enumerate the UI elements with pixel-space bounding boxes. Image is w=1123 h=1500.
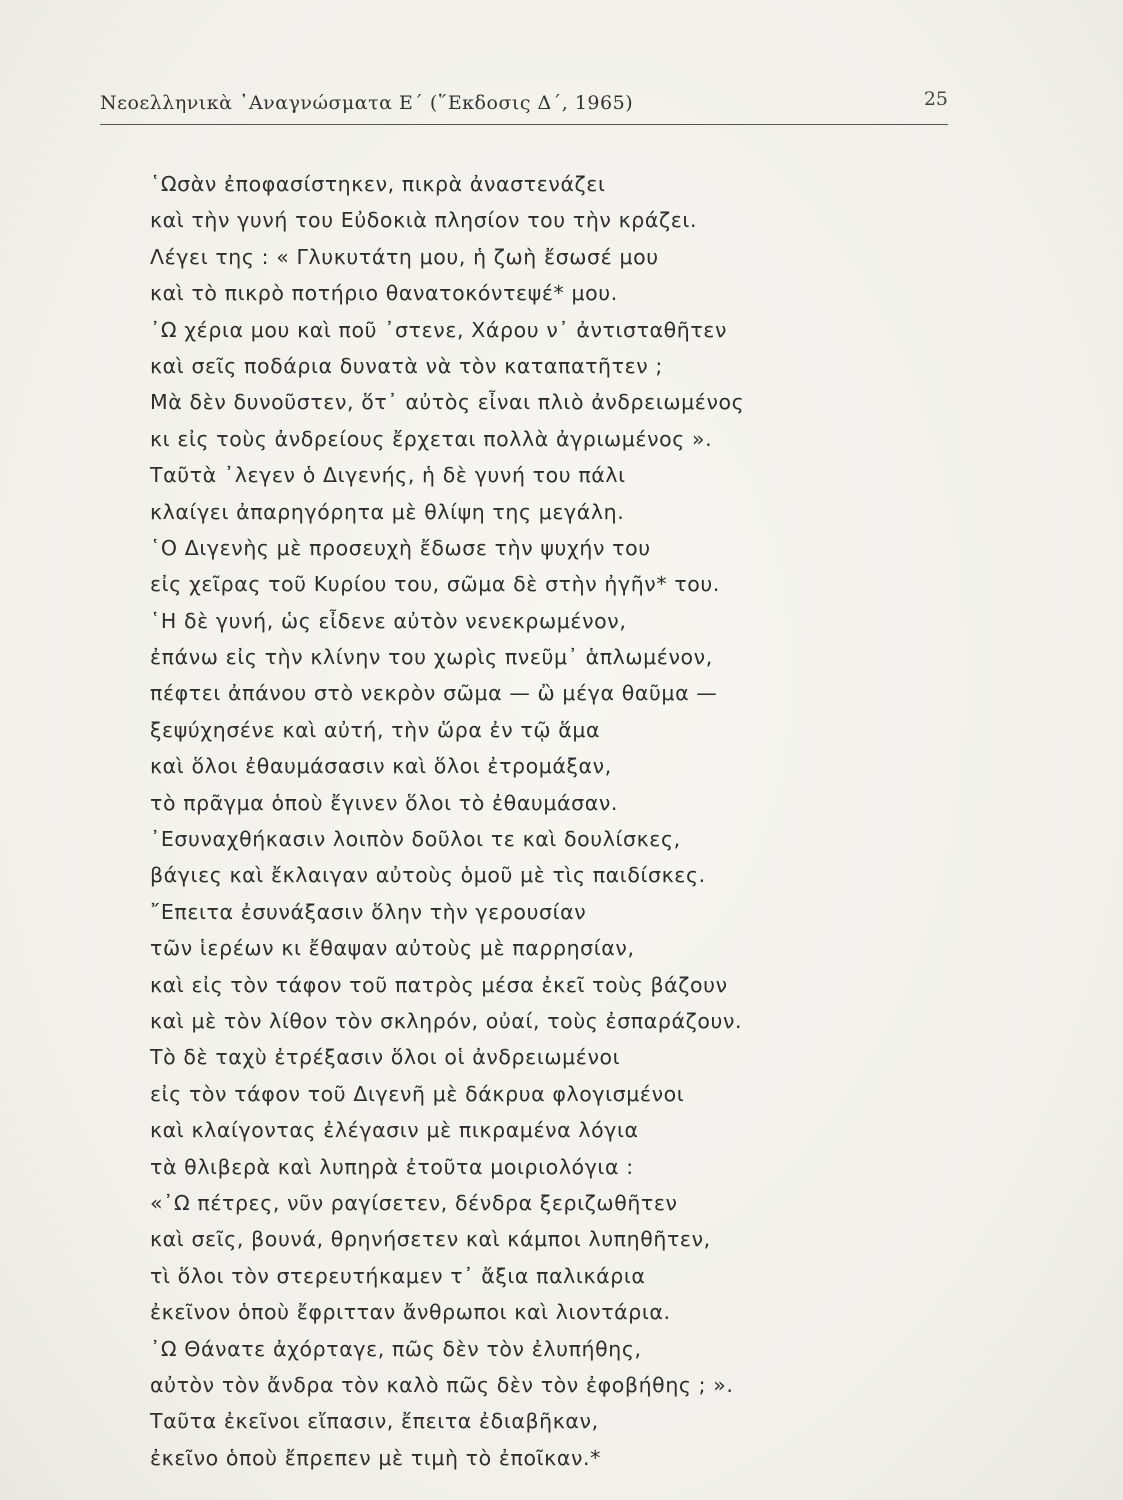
running-header: [100, 88, 948, 128]
verse-line: εἰς χεῖρας τοῦ Κυρίου του, σῶμα δὲ στὴν ἠγῆν* του.: [150, 572, 720, 597]
verse-line: εἰς τὸν τάφον τοῦ Διγενῆ μὲ δάκρυα φλογισμένοι: [150, 1081, 685, 1106]
page-number: 25: [923, 88, 948, 110]
verse-line: πέφτει ἀπάνου στὸ νεκρὸν σῶμα — ὢ μέγα θαῦμα —: [150, 681, 718, 706]
verse-line: κι εἰς τοὺς ἀνδρείους ἔρχεται πολλὰ ἀγριωμένος ».: [150, 426, 713, 451]
verse-line: καὶ κλαίγοντας ἐλέγασιν μὲ πικραμένα λόγια: [150, 1118, 639, 1143]
verse-line: καὶ ὅλοι ἐθαυμάσασιν καὶ ὅλοι ἐτρομάξαν,: [150, 754, 612, 779]
verse-line: καὶ τὸ πικρὸ ποτήριο θανατοκόντεψέ* μου.: [150, 281, 618, 306]
verse-line: τὶ ὅλοι τὸν στερευτήκαμεν τ᾿ ἄξια παλικάρια: [150, 1263, 646, 1288]
verse-line: ῾Η δὲ γυνή, ὡς εἶδενε αὐτὸν νενεκρωμένον,: [150, 608, 627, 633]
header-title: Νεοελληνικὰ ᾿Αναγνώσματα Ε΄ (῞Εκδοσις Δ΄, 1965): [100, 92, 634, 114]
verse-line: τῶν ἱερέων κι ἔθαψαν αὐτοὺς μὲ παρρησίαν,: [150, 936, 635, 961]
verse-line: ᾿Ω χέρια μου καὶ ποῦ ᾿στενε, Χάρου ν᾿ ἀντισταθῆτεν: [150, 317, 728, 342]
verse-line: τὸ πρᾶγμα ὁποὺ ἔγινεν ὅλοι τὸ ἐθαυμάσαν.: [150, 790, 619, 815]
verse-line: ᾿Εσυναχθήκασιν λοιπὸν δοῦλοι τε καὶ δουλίσκες,: [150, 827, 681, 852]
verse-line: ξεψύχησένε καὶ αὐτή, τὴν ὥρα ἐν τῷ ἅμα: [150, 717, 601, 742]
verse-line: τὰ θλιβερὰ καὶ λυπηρὰ ἐτοῦτα μοιριολόγια :: [150, 1154, 634, 1179]
verse-line: ἐκεῖνον ὁποὺ ἔφριτταν ἄνθρωποι καὶ λιοντάρια.: [150, 1300, 671, 1325]
verse-line: Ταῦτα ἐκεῖνοι εἴπασιν, ἔπειτα ἐδιαβῆκαν,: [150, 1409, 599, 1434]
verse-line: βάγιες καὶ ἔκλαιγαν αὐτοὺς ὁμοῦ μὲ τὶς παιδίσκες.: [150, 863, 706, 888]
verse-line: «᾿Ω πέτρες, νῦν ραγίσετεν, δένδρα ξεριζωθῆτεν: [150, 1190, 678, 1215]
verse-line: ᾿Ω Θάνατε ἀχόρταγε, πῶς δὲν τὸν ἐλυπήθης,: [150, 1336, 642, 1361]
verse-line: ἐπάνω εἰς τὴν κλίνην του χωρὶς πνεῦμ᾿ ἁπλωμένον,: [150, 645, 713, 670]
verse-line: καὶ τὴν γυνή του Εὐδοκιὰ πλησίον του τὴν κράζει.: [150, 208, 698, 233]
verse-line: ἐκεῖνο ὁποὺ ἔπρεπεν μὲ τιμὴ τὸ ἐποῖκαν.*: [150, 1445, 601, 1470]
verse-line: καὶ σεῖς, βουνά, θρηνήσετεν καὶ κάμποι λυπηθῆτεν,: [150, 1227, 711, 1252]
verse-line: καὶ μὲ τὸν λίθον τὸν σκληρόν, οὐαί, τοὺς ἐσπαράζουν.: [150, 1008, 743, 1033]
verse-line: ῾Ωσὰν ἐποφασίστηκεν, πικρὰ ἀναστενάζει: [150, 172, 606, 196]
verse-line: Ταῦτὰ ᾿λεγεν ὁ Διγενής, ἡ δὲ γυνή του πάλι: [150, 463, 626, 488]
verse-line: καὶ σεῖς ποδάρια δυνατὰ νὰ τὸν καταπατῆτεν ;: [150, 353, 663, 378]
poem-text: [150, 166, 950, 1476]
verse-line: Μὰ δὲν δυνοῦστεν, ὅτ᾿ αὐτὸς εἶναι πλιὸ ἀνδρειωμένος: [150, 390, 745, 415]
verse-line: κλαίγει ἀπαρηγόρητα μὲ θλίψη της μεγάλη.: [150, 499, 625, 524]
verse-line: ῎Επειτα ἐσυνάξασιν ὅλην τὴν γερουσίαν: [150, 899, 587, 924]
verse-line: Λέγει της : « Γλυκυτάτη μου, ἡ ζωὴ ἔσωσέ μου: [150, 244, 659, 269]
verse-line: καὶ εἰς τὸν τάφον τοῦ πατρὸς μέσα ἐκεῖ τοὺς βάζουν: [150, 972, 728, 997]
header-rule: [100, 124, 948, 125]
verse-line: Τὸ δὲ ταχὺ ἐτρέξασιν ὅλοι οἱ ἀνδρειωμένοι: [150, 1045, 621, 1070]
verse-line: αὐτὸν τὸν ἄνδρα τὸν καλὸ πῶς δὲν τὸν ἐφοβήθης ; ».: [150, 1372, 734, 1397]
verse-line: ῾Ο Διγενὴς μὲ προσευχὴ ἔδωσε τὴν ψυχήν του: [150, 535, 651, 560]
